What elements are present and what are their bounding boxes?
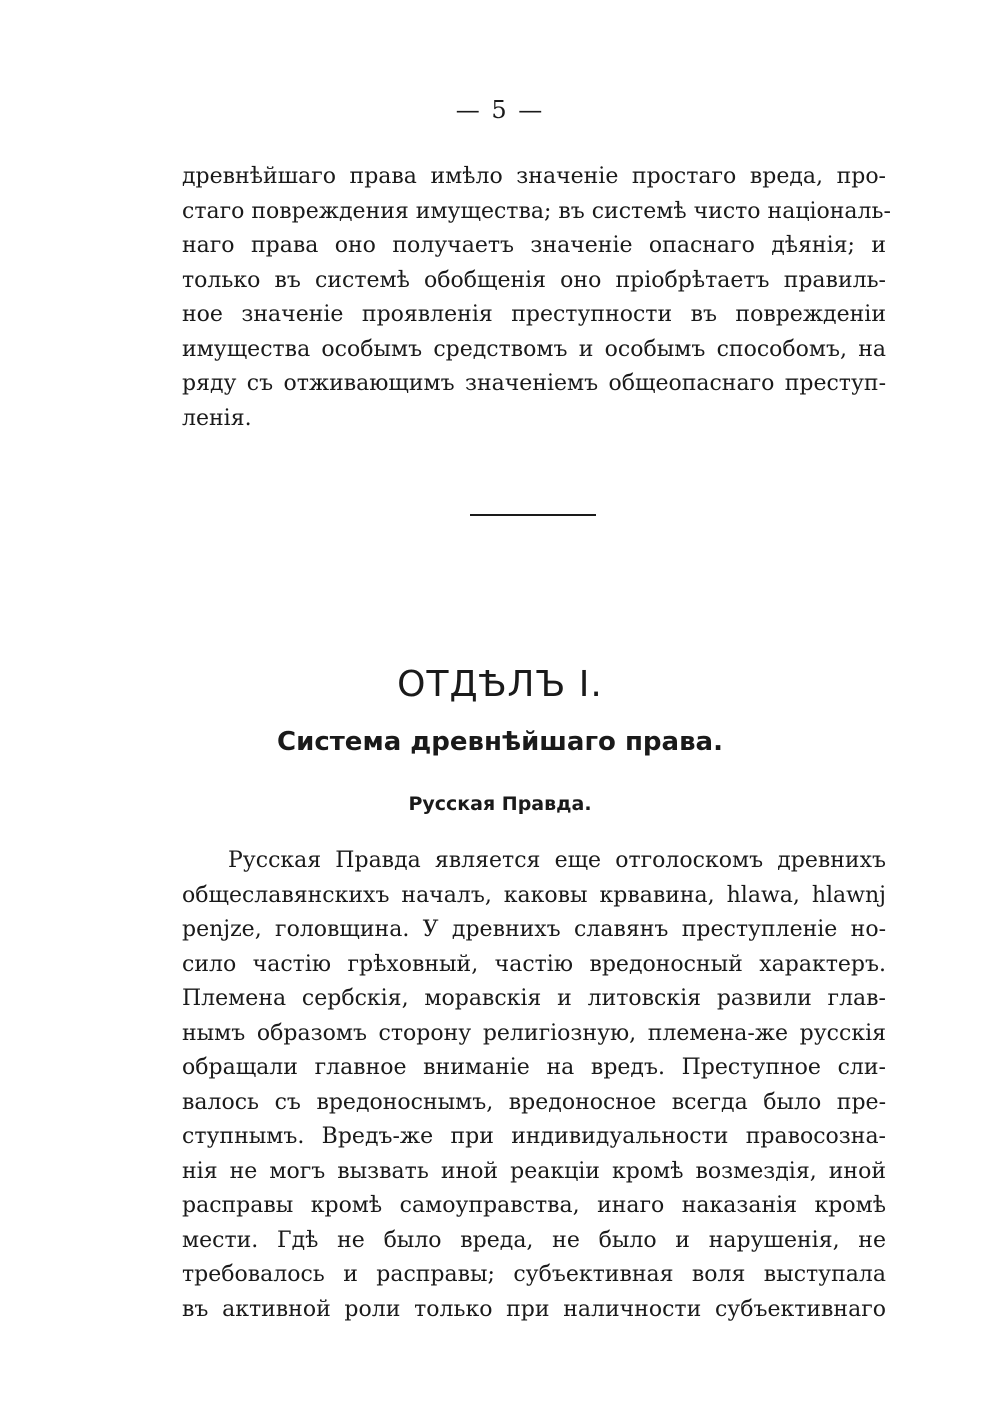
text-line: стаго повреждения имущества; въ системѣ чисто національ-	[182, 198, 891, 224]
text-line: ступнымъ. Вредъ-же при индивидуальности правосозна-	[182, 1124, 886, 1149]
text-line: Племена сербскія, моравскія и литовскія развили глав-	[182, 986, 886, 1011]
subsection-title: Русская Правда.	[408, 793, 592, 815]
text-line: Русская Правда является еще отголоскомъ древнихъ	[228, 848, 886, 873]
text-line: имущества особымъ средствомъ и особымъ способомъ, на	[182, 336, 886, 362]
text-line: валось съ вредоноснымъ, вредоносное всегда было пре-	[182, 1089, 886, 1115]
text-line: мести. Гдѣ не было вреда, не было и нарушенія, не	[182, 1227, 886, 1253]
text-line: ное значеніе проявленія преступности въ поврежденіи	[182, 302, 886, 327]
text-line: общеславянскихъ началъ, каковы крвавина, hlawa, hlawnj	[182, 882, 886, 908]
text-line: наго права оно получаетъ значеніе опаснаго дѣянія; и	[182, 233, 886, 258]
text-line: нымъ образомъ сторону религіозную, племена-же русскія	[182, 1020, 886, 1046]
text-line: сило частію грѣховный, частію вредоносный характеръ.	[182, 951, 886, 977]
page-number: — 5 —	[455, 96, 545, 124]
text-line: нія не могъ вызвать иной реакціи кромѣ возмездія, иной	[182, 1158, 886, 1184]
text-line: въ активной роли только при наличности субъективнаго	[182, 1296, 886, 1322]
section-title: ОТДѢЛЪ I.	[397, 664, 603, 705]
text-line: обращали главное вниманіе на вредъ. Преступное сли-	[182, 1055, 886, 1080]
body-paragraph	[182, 844, 886, 1327]
text-line: древнѣйшаго права имѣло значеніе простаго вреда, про-	[182, 164, 886, 189]
text-line: только въ системѣ обобщенія оно пріобрѣтаетъ правиль-	[182, 267, 886, 293]
text-line: ряду съ отживающимъ значеніемъ общеопаснаго преступ-	[182, 371, 886, 396]
text-line: penjze, головщина. У древнихъ славянъ преступленіе но-	[182, 917, 886, 942]
section-subtitle: Система древнѣйшаго права.	[277, 727, 723, 757]
intro-paragraph	[182, 160, 891, 436]
text-line: расправы кромѣ самоуправства, инаго наказанія кромѣ	[182, 1193, 886, 1218]
text-line: требовалось и расправы; субъективная воля выступала	[182, 1262, 886, 1287]
text-line: ленія.	[182, 405, 252, 431]
section-separator	[470, 514, 596, 516]
